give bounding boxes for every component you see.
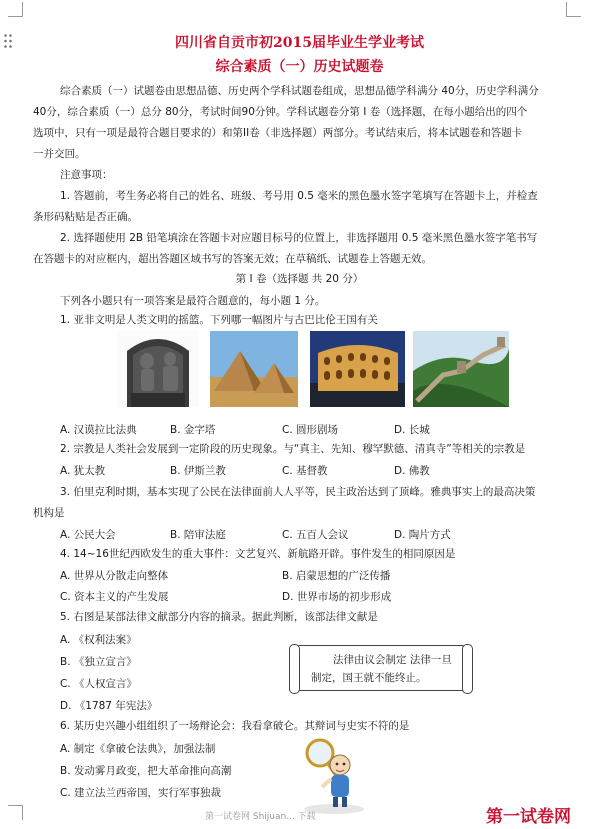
great-wall-image: [413, 331, 509, 407]
question-5-stem: 5. 右图是某部法律文献部分内容的摘录。据此判断，该部法律文献是: [60, 611, 378, 623]
question-6-option-a: A. 制定《拿破仑法典》，加强法制: [60, 743, 216, 755]
question-2-option-a: A. 犹太教: [60, 465, 106, 477]
notice-2-line-1: 2. 选择题使用 2B 铅笔填涂在答题卡对应题目标号的位置上，非选择题用 0.5 毫米黑色墨水签字笔书写: [60, 232, 538, 244]
question-1-option-d: D. 长城: [394, 424, 430, 436]
question-4-option-a: A. 世界从分散走向整体: [60, 570, 169, 582]
notice-1-line-2: 条形码粘贴是否正确。: [33, 211, 138, 223]
corner-mark-top-right: [566, 2, 581, 17]
question-2-stem: 2. 宗教是人类社会发展到一定阶段的历史现象。与“真主、先知、穆罕默德、清真寺”等相关的宗教是: [60, 443, 526, 455]
hammurabi-code-image: [117, 331, 199, 407]
corner-mark-top-left: [8, 2, 23, 17]
question-6-option-b: B. 发动雾月政变，把大革命推向高潮: [60, 765, 232, 777]
law-excerpt-scroll: [294, 645, 468, 691]
question-3-stem-line-1: 3. 伯里克利时期，基本实现了公民在法律面前人人平等，民主政治达到了顶峰。雅典事实上的最高决策: [60, 486, 536, 498]
question-5-option-a: A. 《权利法案》: [60, 634, 137, 646]
question-4-option-c: C. 资本主义的产生发展: [60, 591, 169, 603]
question-3-stem-line-2: 机构是: [33, 507, 65, 519]
question-3-option-c: C. 五百人会议: [282, 529, 349, 541]
scroll-roll-right: [462, 644, 473, 694]
question-4-stem: 4. 14~16世纪西欧发生的重大事件：文艺复兴、新航路开辟。事件发生的相同原因是: [60, 548, 456, 560]
intro-line-4: 一并交回。: [33, 148, 86, 160]
question-2-option-d: D. 佛教: [394, 465, 430, 477]
corner-mark-bottom-left: [8, 805, 23, 820]
question-6-option-c: C. 建立法兰西帝国，实行军事独裁: [60, 787, 222, 799]
colosseum-image: [310, 331, 405, 407]
question-2-option-b: B. 伊斯兰教: [170, 465, 226, 477]
section-heading: 第 I 卷（选择题 共 20 分）: [235, 273, 364, 285]
question-6-stem: 6. 某历史兴趣小组组织了一场辩论会：我看拿破仑。其辩词与史实不符的是: [60, 720, 410, 732]
exam-title: 四川省自贡市初2015届毕业生学业考试: [175, 35, 424, 51]
intro-line-2: 40分，综合素质（一）总分 80分，考试时间90分钟。学科试题卷分第 I 卷（选择题，在每小题给出的四个: [33, 106, 528, 118]
section-instruction: 下列各小题只有一项答案是最符合题意的，每小题 1 分。: [60, 295, 326, 307]
question-1-stem: 1. 亚非文明是人类文明的摇篮。下列哪一幅图片与古巴比伦王国有关: [60, 314, 378, 326]
question-3-option-b: B. 陪审法庭: [170, 529, 226, 541]
notice-2-line-2: 在答题卡的对应框内，超出答题区域书写的答案无效；在草稿纸、试题卷上答题无效。: [33, 253, 432, 265]
magnifier-cartoon-icon: [300, 735, 372, 815]
notice-heading: 注意事项：: [60, 169, 113, 181]
question-1-option-c: C. 圆形剧场: [282, 424, 339, 436]
scroll-roll-left: [289, 644, 300, 694]
question-3-option-a: A. 公民大会: [60, 529, 116, 541]
question-1-option-b: B. 金字塔: [170, 424, 216, 436]
question-3-option-d: D. 陶片方式: [394, 529, 451, 541]
intro-line-1: 综合素质（一）试题卷由思想品德、历史两个学科试题卷组成，思想品德学科满分 40分，历史学科满分: [60, 85, 539, 97]
question-4-option-d: D. 世界市场的初步形成: [282, 591, 392, 603]
question-5-option-b: B. 《独立宣言》: [60, 656, 137, 668]
exam-subtitle: 综合素质（一）历史试题卷: [215, 59, 384, 75]
question-4-option-b: B. 启蒙思想的广泛传播: [282, 570, 391, 582]
intro-line-3: 选项中，只有一项是最符合题目要求的）和第II卷（非选择题）两部分。考试结束后，将本试题卷和答题卡: [33, 127, 523, 139]
question-1-option-a: A. 汉谟拉比法典: [60, 424, 137, 436]
question-5-option-c: C. 《人权宣言》: [60, 678, 138, 690]
footer-brand-logo: 第一试卷网: [486, 807, 571, 827]
scroll-text-line-2: 制定，国王就不能终止。: [311, 672, 427, 684]
question-2-option-c: C. 基督教: [282, 465, 328, 477]
question-5-option-d: D. 《1787 年宪法》: [60, 700, 158, 712]
pyramids-image: [210, 331, 298, 407]
scroll-text-line-1: 法律由议会制定 法律一旦: [333, 654, 452, 666]
footer-watermark-text: 第一试卷网 Shijuan... 下载: [205, 812, 316, 822]
notice-1-line-1: 1. 答题前，考生务必将自己的姓名、班级、考号用 0.5 毫米的黑色墨水签字笔填写在答题卡上，并检查: [60, 190, 538, 202]
